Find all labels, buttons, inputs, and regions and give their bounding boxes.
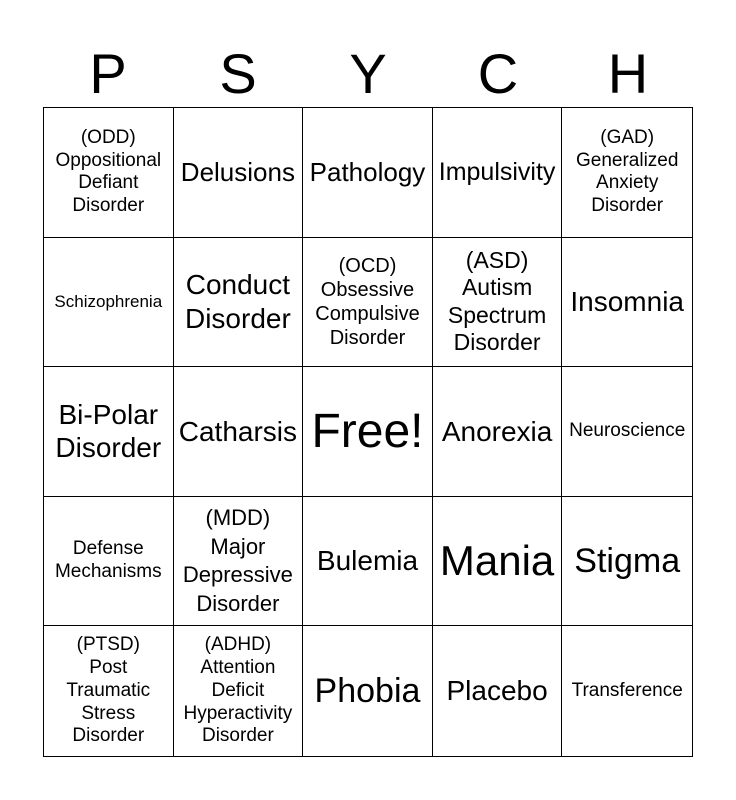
cell-label: Schizophrenia	[54, 291, 163, 311]
cell-label: Mania	[439, 536, 555, 584]
cell-label: (ASD) Autism Spectrum Disorder	[447, 246, 547, 356]
header-letter-y: Y	[349, 42, 387, 105]
bingo-cell-defense-mechanisms[interactable]	[44, 497, 174, 627]
cell-label: Phobia	[314, 671, 421, 710]
cell-label: (ADHD) Attention Deficit Hyperactivity Disorder	[183, 634, 293, 747]
cell-label: Delusions	[180, 156, 295, 187]
cell-label: Impulsivity	[438, 158, 556, 187]
bingo-cell-impulsivity[interactable]	[433, 108, 563, 238]
cell-label: Stigma	[574, 541, 681, 580]
cell-label: (GAD) Generalized Anxiety Disorder	[575, 126, 679, 217]
bingo-board	[43, 107, 693, 757]
header-letter-h: H	[607, 42, 649, 105]
cell-label: Placebo	[446, 675, 548, 707]
cell-label: Transference	[571, 679, 683, 701]
bingo-cell-anorexia[interactable]	[433, 367, 563, 497]
cell-label: Neuroscience	[569, 420, 686, 442]
cell-label: (ODD) Oppositional Defiant Disorder	[55, 126, 162, 217]
header-letter-s: S	[219, 42, 257, 105]
cell-label: (OCD) Obsessive Compulsive Disorder	[315, 254, 420, 349]
bingo-cell-bulemia[interactable]	[303, 497, 433, 627]
bingo-cell-pathology[interactable]	[303, 108, 433, 238]
cell-label: Bi-Polar Disorder	[55, 398, 162, 464]
bingo-cell-odd[interactable]	[44, 108, 174, 238]
bingo-cell-transference[interactable]	[562, 626, 692, 756]
bingo-cell-placebo[interactable]	[433, 626, 563, 756]
bingo-cell-mania[interactable]	[433, 497, 563, 627]
bingo-cell-ptsd[interactable]	[44, 626, 174, 756]
bingo-cell-insomnia[interactable]	[562, 238, 692, 368]
bingo-cell-ocd[interactable]	[303, 238, 433, 368]
cell-label: Defense Mechanisms	[54, 538, 162, 583]
cell-label: Pathology	[309, 156, 426, 187]
bingo-cell-gad[interactable]	[562, 108, 692, 238]
cell-label: Insomnia	[570, 286, 684, 318]
cell-label: (PTSD) Post Traumatic Stress Disorder	[66, 634, 151, 747]
bingo-cell-phobia[interactable]	[303, 626, 433, 756]
bingo-cell-conduct-disorder[interactable]	[174, 238, 304, 368]
cell-label: Conduct Disorder	[184, 269, 291, 334]
bingo-cell-neuroscience[interactable]	[562, 367, 692, 497]
cell-label: Anorexia	[441, 415, 553, 447]
bingo-cell-adhd[interactable]	[174, 626, 304, 756]
bingo-cell-bi-polar-disorder[interactable]	[44, 367, 174, 497]
bingo-cell-asd[interactable]	[433, 238, 563, 368]
bingo-cell-mdd[interactable]	[174, 497, 304, 627]
bingo-cell-delusions[interactable]	[174, 108, 304, 238]
header-letter-c: C	[477, 42, 519, 105]
bingo-cell-schizophrenia[interactable]	[44, 238, 174, 368]
header-letter-p: P	[89, 42, 127, 105]
bingo-cell-stigma[interactable]	[562, 497, 692, 627]
cell-label: Bulemia	[316, 545, 419, 577]
bingo-cell-catharsis[interactable]	[174, 367, 304, 497]
bingo-cell-free[interactable]	[303, 367, 433, 497]
cell-label: (MDD) Major Depressive Disorder	[182, 504, 293, 616]
cell-label: Catharsis	[178, 415, 298, 447]
bingo-header	[43, 40, 693, 108]
cell-label: Free!	[311, 404, 424, 458]
